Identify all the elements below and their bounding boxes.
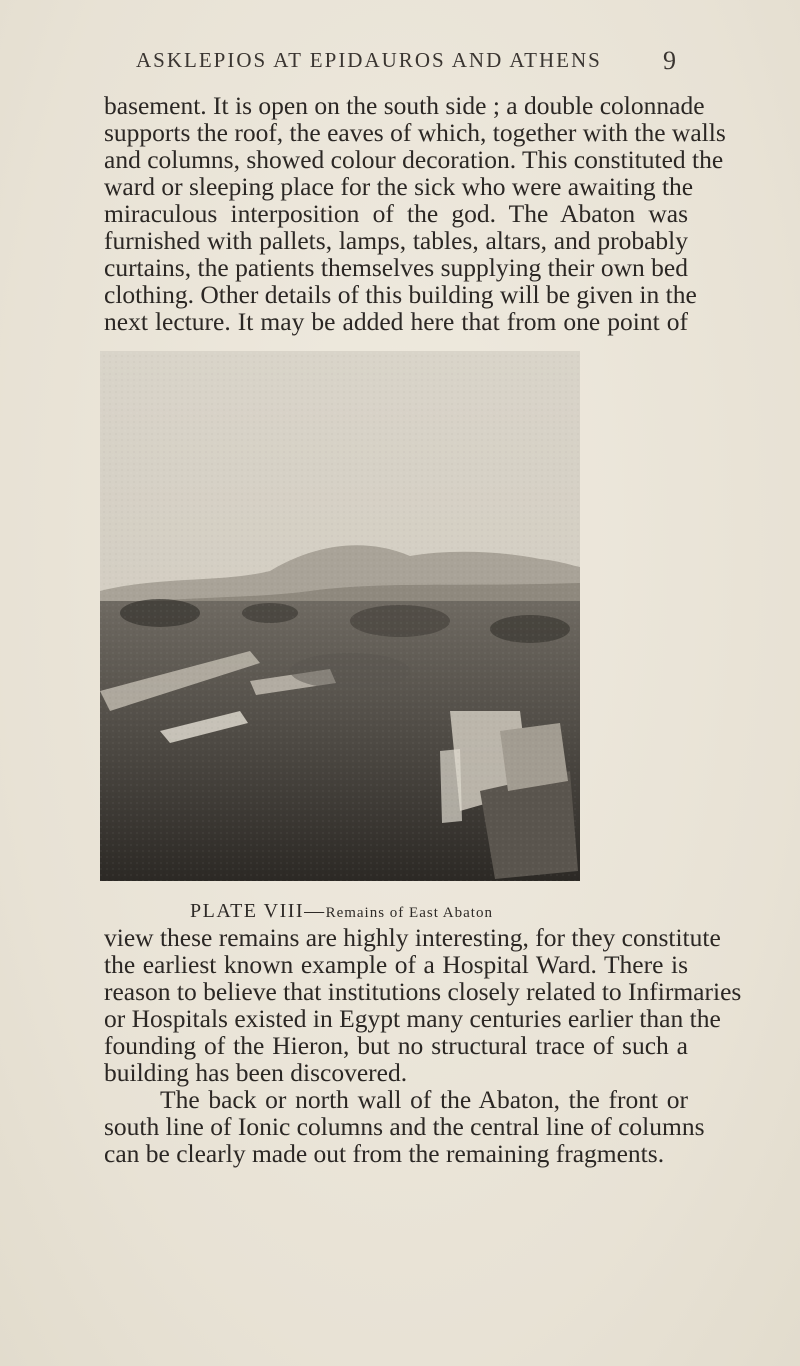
text-line: miraculous interposition of the god. The Abaton was: [104, 199, 688, 228]
text-line: next lecture. It may be added here that from one point of: [104, 307, 688, 336]
text-line: and columns, showed colour decoration. This constituted the: [104, 145, 724, 174]
text-line: ward or sleeping place for the sick who were awaiting the: [104, 172, 694, 201]
text-line: or Hospitals existed in Egypt many centuries earlier than the: [104, 1004, 721, 1033]
text-line: south line of Ionic columns and the central line of columns: [104, 1112, 705, 1141]
text-line: curtains, the patients themselves supplying their own bed: [104, 253, 688, 282]
text-line: supports the roof, the eaves of which, together with the walls: [104, 118, 726, 147]
paragraph-2: [104, 923, 742, 1168]
caption-prefix: PLATE VIII—: [190, 900, 326, 922]
landscape-photo-illustration: [100, 351, 580, 881]
page-number: 9: [663, 46, 676, 75]
plate-caption: [190, 900, 493, 923]
text-line: clothing. Other details of this building will be given in the: [104, 280, 697, 309]
text-line: can be clearly made out from the remaining fragments.: [104, 1139, 665, 1168]
running-title: ASKLEPIOS AT EPIDAUROS AND ATHENS: [136, 48, 602, 72]
text-line: the earliest known example of a Hospital Ward. There is: [104, 950, 688, 979]
text-line: The back or north wall of the Abaton, the front or: [160, 1085, 688, 1114]
text-line: reason to believe that institutions closely related to Infirmaries: [104, 977, 742, 1006]
text-line: view these remains are highly interesting, for they constitute: [104, 923, 721, 952]
caption-title: Remains of East Abaton: [325, 905, 493, 921]
plate-photograph: [100, 351, 580, 881]
text-line: furnished with pallets, lamps, tables, altars, and probably: [104, 226, 688, 255]
text-line: building has been discovered.: [104, 1058, 408, 1087]
text-line: basement. It is open on the south side ; a double colonnade: [104, 91, 705, 120]
paragraph-1: [104, 91, 726, 336]
text-line: founding of the Hieron, but no structural trace of such a: [104, 1031, 688, 1060]
